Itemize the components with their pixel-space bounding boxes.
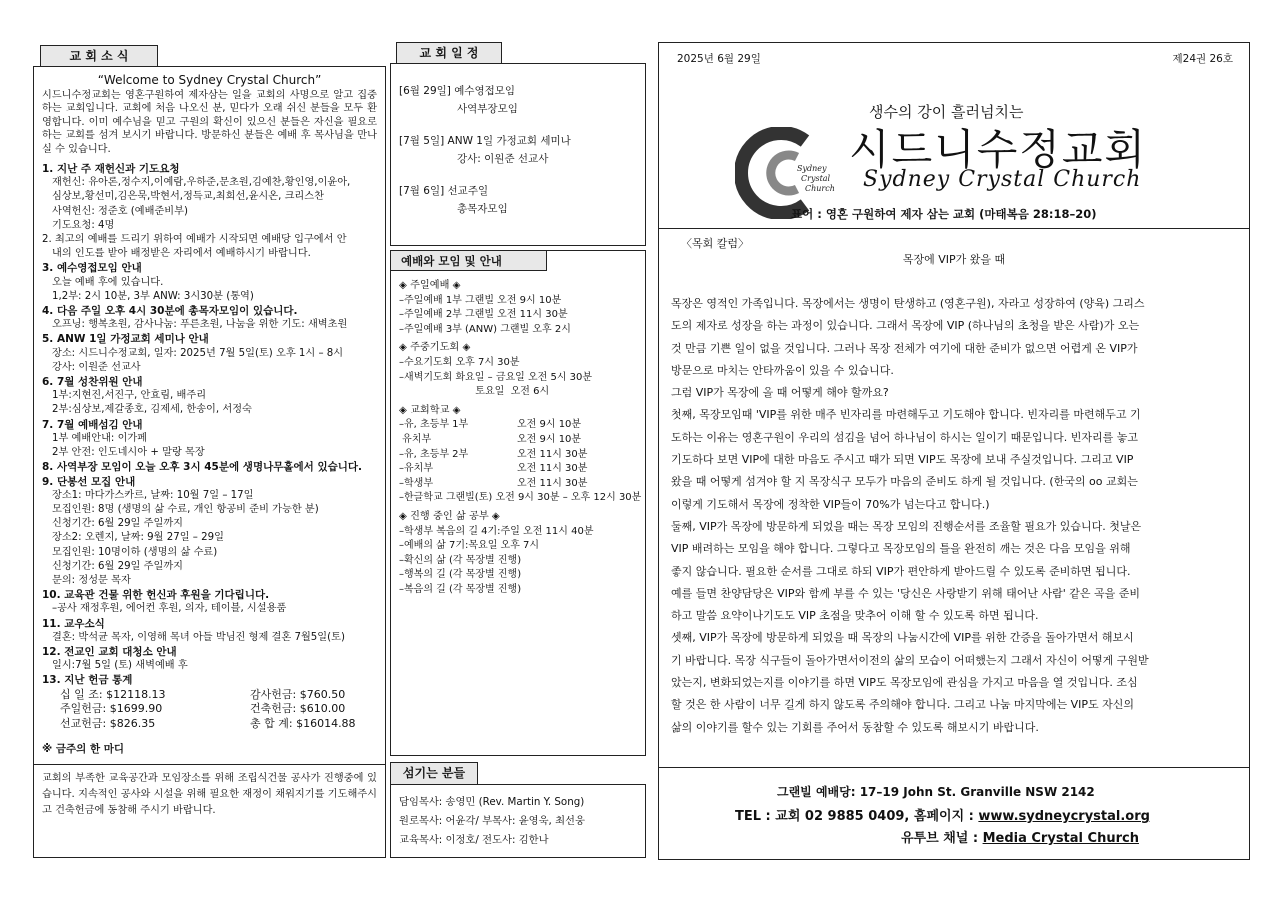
column-line: VIP 배려하는 모임을 해야 합니다. 그렇다고 목장모임의 틀을 완전히 깨는 것은 다음 모임을 위해 (671, 542, 1131, 556)
pastor-word-title: ※ 금주의 한 마디 (42, 743, 125, 756)
worship-row-label: –학생부 복음의 길 4기:주일 오전 11시 40분 (399, 525, 594, 537)
homepage-link[interactable]: www.sydneycrystal.org (978, 809, 1150, 824)
front-page (658, 42, 1250, 860)
news-intro: 시드니수정교회는 영혼구원하여 제자삼는 일을 교회의 사명으로 알고 집중하는 교회입니다. 교회에 처음 나오신 분, 믿다가 오래 쉬신 분들을 모두 환영합니다. 이미 예수님을 믿고 구원의 확신이 있으신 분들은 자신을 필요로 하는 교회를 섬겨 보시기 바랍니다. 방문하신 분들은 예배 후 목사님을 만나실 수 있습니다. (42, 90, 377, 155)
worship-title: 예배와 모임 및 안내 (391, 251, 547, 271)
calendar-date: [7월 6일] (399, 185, 445, 197)
calendar-sub: 사역부장모임 (457, 103, 518, 115)
worship-row-label: –수요기도회 오후 7시 30분 (399, 356, 520, 368)
news-box (33, 66, 386, 858)
news-line: 장소1: 마다가스카르, 날짜: 10월 7일 – 17일 (52, 489, 254, 501)
worship-list (391, 271, 645, 601)
calendar-box (390, 63, 646, 246)
worship-row-label: –유, 초등부 1부 (399, 419, 469, 431)
youtube-link[interactable]: Media Crystal Church (982, 831, 1139, 846)
column-line: 예를 들면 찬양담당은 VIP와 함께 부를 수 있는 '당신은 사랑받기 위해 태어난 사람' 같은 곡을 준비 (671, 586, 1141, 600)
worship-row-time: 오전 9시 10분 (517, 419, 582, 431)
news-line: 장소2: 오렌지, 날짜: 9월 27일 – 29일 (52, 532, 224, 544)
column-line: 것 만큼 기쁜 일이 없을 것입니다. 그러나 목장 전체가 여기에 대한 준비가 없으면 어렵게 온 VIP가 (671, 341, 1138, 355)
divider (34, 764, 385, 765)
calendar-tab: 교 회 일 정 (396, 42, 502, 64)
news-section-heading: 7. 7월 예배섬김 안내 (42, 418, 143, 431)
worship-row-label: –학생부 (399, 477, 433, 489)
calendar-sub: 강사: 이원준 선교사 (457, 153, 549, 165)
news-section-heading: 6. 7월 성찬위원 안내 (42, 376, 143, 389)
column-line: 았는지, 변화되었는지를 이야기를 하면 VIP도 목장모임에 관심을 가지고 마음을 열 것입니다. 조심 (671, 676, 1138, 690)
motto: 표어 : 영혼 구원하여 제자 삼는 교회 (마태복음 28:18–20) (791, 207, 1097, 221)
calendar-item (399, 132, 637, 168)
worship-row (399, 418, 637, 433)
news-line: –공사 재정후원, 에어컨 후원, 의자, 테이블, 시설용품 (52, 603, 287, 615)
pastor-word: 교회의 부족한 교육공간과 모임장소를 위해 조립식건물 공사가 진행중에 있습니다. 지속적인 공사와 시설을 위해 필요한 재정이 채워지기를 기도해주시고 건축헌금에 동참해 주시기 바랍니다. (42, 773, 377, 817)
column-line: 기도하다 보면 VIP에 대한 마음도 주시고 때가 되면 VIP도 목장에 보내 주실것입니다. 그리고 VIP (671, 453, 1134, 467)
news-section-heading: 9. 단봉선 모집 안내 (42, 475, 136, 488)
news-section-heading: 5. ANW 1일 가정교회 세미나 안내 (42, 333, 209, 346)
worship-row (399, 477, 637, 492)
news-line: 기도요청: 4명 (52, 219, 115, 231)
offering-cell: 선교헌금: $826.35 (60, 716, 156, 730)
staff-box (390, 784, 646, 858)
logo-text-3: Church (805, 184, 835, 193)
worship-row (399, 539, 637, 554)
staff-list (399, 793, 637, 850)
youtube-line (901, 827, 1139, 846)
column-line: 할 것은 한 사람이 너무 길게 하지 않도록 주의해야 합니다. 그리고 나눔 마지막에는 VIP도 자신의 (671, 698, 1135, 712)
worship-row (399, 385, 637, 400)
worship-row (399, 583, 637, 598)
column-line: 왔을 때 어떻게 섬겨야 할 지 목장식구 모두가 마음의 준비도 하게 될 것입니다. (한국의 oo 교회는 (671, 475, 1138, 489)
welcome-heading: “Welcome to Sydney Crystal Church” (97, 73, 322, 87)
staff-row: 담임목사: 송영민 (Rev. Martin Y. Song) (399, 796, 585, 808)
worship-row (399, 308, 637, 323)
column-body (659, 267, 1249, 739)
worship-section-heading: ◈ 진행 중인 삶 공부 ◈ (399, 510, 500, 522)
news-section-heading: 1. 지난 주 재헌신과 기도요청 (42, 163, 180, 176)
worship-row (399, 433, 637, 448)
news-line: 1부 예배안내: 이가페 (52, 432, 148, 444)
calendar-sub: 총목자모임 (457, 203, 508, 215)
worship-row-label: –한글학교 그랜빌(토) 오전 9시 30분 – 오후 12시 30분 (399, 492, 642, 504)
news-line: 신청기간: 6월 29일 주일까지 (52, 518, 184, 530)
news-line: 오늘 예배 후에 있습니다. (52, 276, 164, 288)
news-line: 문의: 정성문 목자 (52, 574, 131, 586)
worship-row (399, 554, 637, 569)
worship-row-label: –주일예배 1부 그랜빌 오전 9시 10분 (399, 294, 562, 306)
news-line: 결혼: 박석균 목자, 이영해 목녀 아들 박님진 형제 결혼 7월5일(토) (52, 631, 345, 643)
calendar-date: [7월 5일] (399, 135, 445, 147)
worship-row-label: –예배의 삶 7기:목요일 오후 7시 (399, 540, 540, 552)
news-line: 모집인원: 10명이하 (생명의 삶 수료) (52, 546, 218, 558)
staff-tab: 섬기는 분들 (390, 762, 478, 784)
worship-row-label: –유, 초등부 2부 (399, 448, 469, 460)
offering-cell: 총 합 계: $16014.88 (250, 716, 356, 730)
column-box (659, 228, 1249, 768)
news-section-heading: 10. 교육관 건물 위한 헌신과 후원을 기다립니다. (42, 589, 270, 602)
news-line: 일시:7월 5일 (토) 새벽예배 후 (52, 660, 188, 672)
news-line: 오프닝: 행복초원, 감사나눔: 푸른초원, 나눔을 위한 기도: 새벽초원 (52, 319, 348, 331)
news-tab: 교 회 소 식 (40, 45, 158, 67)
news-section-heading: 11. 교우소식 (42, 617, 105, 630)
church-name-kr: 시드니수정교회 (849, 125, 1148, 174)
news-line: 장소: 시드니수정교회, 일자: 2025년 7월 5일(토) 오후 1시 – 8시 (52, 347, 344, 359)
worship-row (399, 525, 637, 540)
worship-row-label: –복음의 길 (각 목장별 진행) (399, 583, 522, 595)
worship-row-label: 유치부 (399, 433, 432, 445)
worship-section-heading: ◈ 주중기도회 ◈ (399, 342, 471, 354)
column-label: 〈목회 칼럼〉 (681, 237, 750, 250)
news-line: 1,2부: 2시 10분, 3부 ANW: 3시30분 (통역) (52, 290, 254, 302)
news-section-heading: 12. 전교인 교회 대청소 안내 (42, 645, 177, 658)
worship-section-heading: ◈ 주일예배 ◈ (399, 280, 461, 291)
column-line: 셋째, VIP가 목장에 방문하게 되었을 때 목장의 나눔시간에 VIP를 위한 간증을 돌아가면서 해보시 (671, 631, 1134, 645)
column-line: 도의 제자로 성장을 하는 과정이 있습니다. 그래서 목장에 VIP (하나님의 초청을 받은 사람)가 오는 (671, 319, 1140, 333)
news-section-heading: 8. 사역부장 모임이 오늘 오후 3시 45분에 생명나무홀에서 있습니다. (42, 461, 363, 474)
news-line: 강사: 이원준 선교사 (52, 361, 141, 373)
column-line: 이렇게 기도해서 목장에 정착한 VIP들이 70%가 넘는다고 합니다.) (671, 497, 990, 511)
calendar-desc: ANW 1일 가정교회 세미나 (447, 135, 571, 147)
calendar-date: [6월 29일] (399, 85, 451, 97)
news-line: 2부:심상보,제갈종호, 김제세, 한송이, 서정숙 (52, 404, 252, 416)
church-name-en: Sydney Crystal Church (863, 167, 1142, 192)
column-line: 도하는 이유는 영혼구원이 우리의 섬김을 넘어 하나님이 하시는 일이기 때문입니다. 빈자리를 놓고 (671, 430, 1138, 444)
column-line: 그럼 VIP가 목장에 올 때 어떻게 해야 할까요? (671, 386, 889, 400)
worship-row-label: –유치부 (399, 463, 433, 475)
youtube-label: 유투브 채널 : (901, 831, 983, 846)
worship-row (399, 448, 637, 463)
address: 그랜빌 예배당: 17–19 John St. Granville NSW 2142 (777, 785, 1095, 799)
worship-row-label: –주일예배 3부 (ANW) 그랜빌 오후 2시 (399, 323, 571, 335)
staff-row: 원로목사: 어윤각/ 부목사: 윤영욱, 최선웅 (399, 815, 585, 827)
tel-line (735, 805, 1150, 824)
worship-row (399, 323, 637, 338)
logo-inner-arc (771, 155, 797, 191)
calendar-item (399, 182, 637, 218)
news-line: 2. 최고의 예배를 드리기 위하여 예배가 시작되면 예배당 입구에서 안 (42, 234, 347, 246)
worship-row-time: 오전 11시 30분 (517, 448, 588, 460)
worship-row (399, 371, 637, 386)
worship-row-time: 오전 11시 30분 (517, 463, 588, 475)
column-line: 삶의 이야기를 할수 있는 기회를 주어서 동참할 수 있도록 해보시기 바랍니다. (671, 720, 1039, 734)
column-line: 방문으로 마치는 안타까움이 있을 수 있습니다. (671, 363, 894, 377)
worship-row-label: 토요일 오전 6시 (399, 386, 550, 398)
column-line: 하고 말씀 요약이나기도도 VIP 초점을 맞추어 이해 할 수 있도록 하면 됩니다. (671, 609, 1039, 623)
calendar-item (399, 82, 637, 118)
worship-box (390, 250, 646, 756)
worship-row (399, 568, 637, 583)
news-line: 1부:지현진,서진구, 안효림, 배주리 (52, 390, 207, 402)
worship-row-label: –새벽기도회 화요일 – 금요일 오전 5시 30분 (399, 371, 593, 383)
calendar-desc: 예수영접모임 (454, 85, 516, 97)
column-title: 목장에 VIP가 왔을 때 (902, 253, 1006, 266)
issue-number: 제24권 26호 (1172, 53, 1233, 65)
worship-row (399, 462, 637, 477)
offering-cell: 주일헌금: $1699.90 (60, 702, 163, 716)
offering-cell: 감사헌금: $760.50 (250, 687, 346, 701)
worship-row-label: –확신의 삶 (각 목장별 진행) (399, 554, 522, 566)
offering-table (42, 688, 377, 732)
worship-row (399, 356, 637, 371)
news-list (42, 162, 377, 688)
worship-row-time: 오전 11시 30분 (517, 477, 588, 489)
slogan: 생수의 강이 흘러넘치는 (869, 103, 1024, 121)
news-line: 심상보,황선미,김은묵,박현서,정득교,최희선,윤시온, 크리스찬 (52, 191, 324, 203)
news-line: 내의 인도를 받아 배정받은 자리에서 예배하시기 바랍니다. (52, 248, 311, 260)
offering-cell: 건축헌금: $610.00 (250, 702, 346, 716)
column-line: 둘째, VIP가 목장에 방문하게 되었을 때는 목장 모임의 진행순서를 조율할 필요가 있습니다. 첫날은 (671, 519, 1142, 533)
worship-row (399, 294, 637, 309)
news-section-heading: 13. 지난 헌금 통계 (42, 674, 133, 687)
news-section-heading: 4. 다음 주일 오후 4시 30분에 총목자모임이 있습니다. (42, 305, 298, 318)
worship-row (399, 491, 642, 506)
column-line: 목장은 영적인 가족입니다. 목장에서는 생명이 탄생하고 (영혼구원), 자라고 성장하여 (양육) 그리스 (671, 297, 1145, 310)
column-line: 첫째, 목장모임때 'VIP를 위한 매주 빈자리를 마련해두고 기도해야 합니다. 빈자리를 마련해두고 기 (671, 408, 1141, 422)
worship-row-label: –행복의 길 (각 목장별 진행) (399, 569, 522, 581)
calendar-desc: 선교주일 (447, 185, 489, 197)
column-line: 좋지 않습니다. 필요한 순서를 그대로 하되 VIP가 편안하게 받아드릴 수 있도록 준비하면 됩니다. (671, 564, 1131, 578)
offering-cell: 십 일 조: $12118.13 (60, 687, 166, 701)
logo-text-1: Sydney (797, 164, 827, 173)
news-line: 사역헌신: 정준호 (예배준비부) (52, 205, 188, 217)
worship-section-heading: ◈ 교회학교 ◈ (399, 404, 461, 416)
worship-row-time: 오전 9시 10분 (517, 433, 582, 445)
issue-date: 2025년 6월 29일 (677, 53, 761, 65)
logo-text-2: Crystal (801, 174, 831, 183)
tel-label: TEL : 교회 02 9885 0409, 홈페이지 : (735, 809, 979, 824)
news-line: 모집인원: 8명 (생명의 삶 수료, 개인 항공비 준비 가능한 분) (52, 503, 319, 515)
news-line: 2부 안전: 인도네시아 + 말랑 목장 (52, 447, 205, 459)
news-line: 재헌신: 유아론,정수지,이예람,우하준,문초원,김예찬,황인영,이윤아, (52, 177, 351, 189)
calendar-list (399, 82, 637, 218)
column-line: 기 바랍니다. 목장 식구들이 돌아가면서이전의 삶의 모습이 어떠했는지 그래서 자신이 어떻게 구원받 (671, 653, 1149, 667)
worship-row-label: –주일예배 2부 그랜빌 오전 11시 30분 (399, 309, 568, 321)
staff-row: 교육목사: 이정호/ 전도사: 김한나 (399, 834, 549, 846)
news-section-heading: 3. 예수영접모임 안내 (42, 262, 142, 275)
news-line: 신청기간: 6월 29일 주일까지 (52, 560, 184, 572)
